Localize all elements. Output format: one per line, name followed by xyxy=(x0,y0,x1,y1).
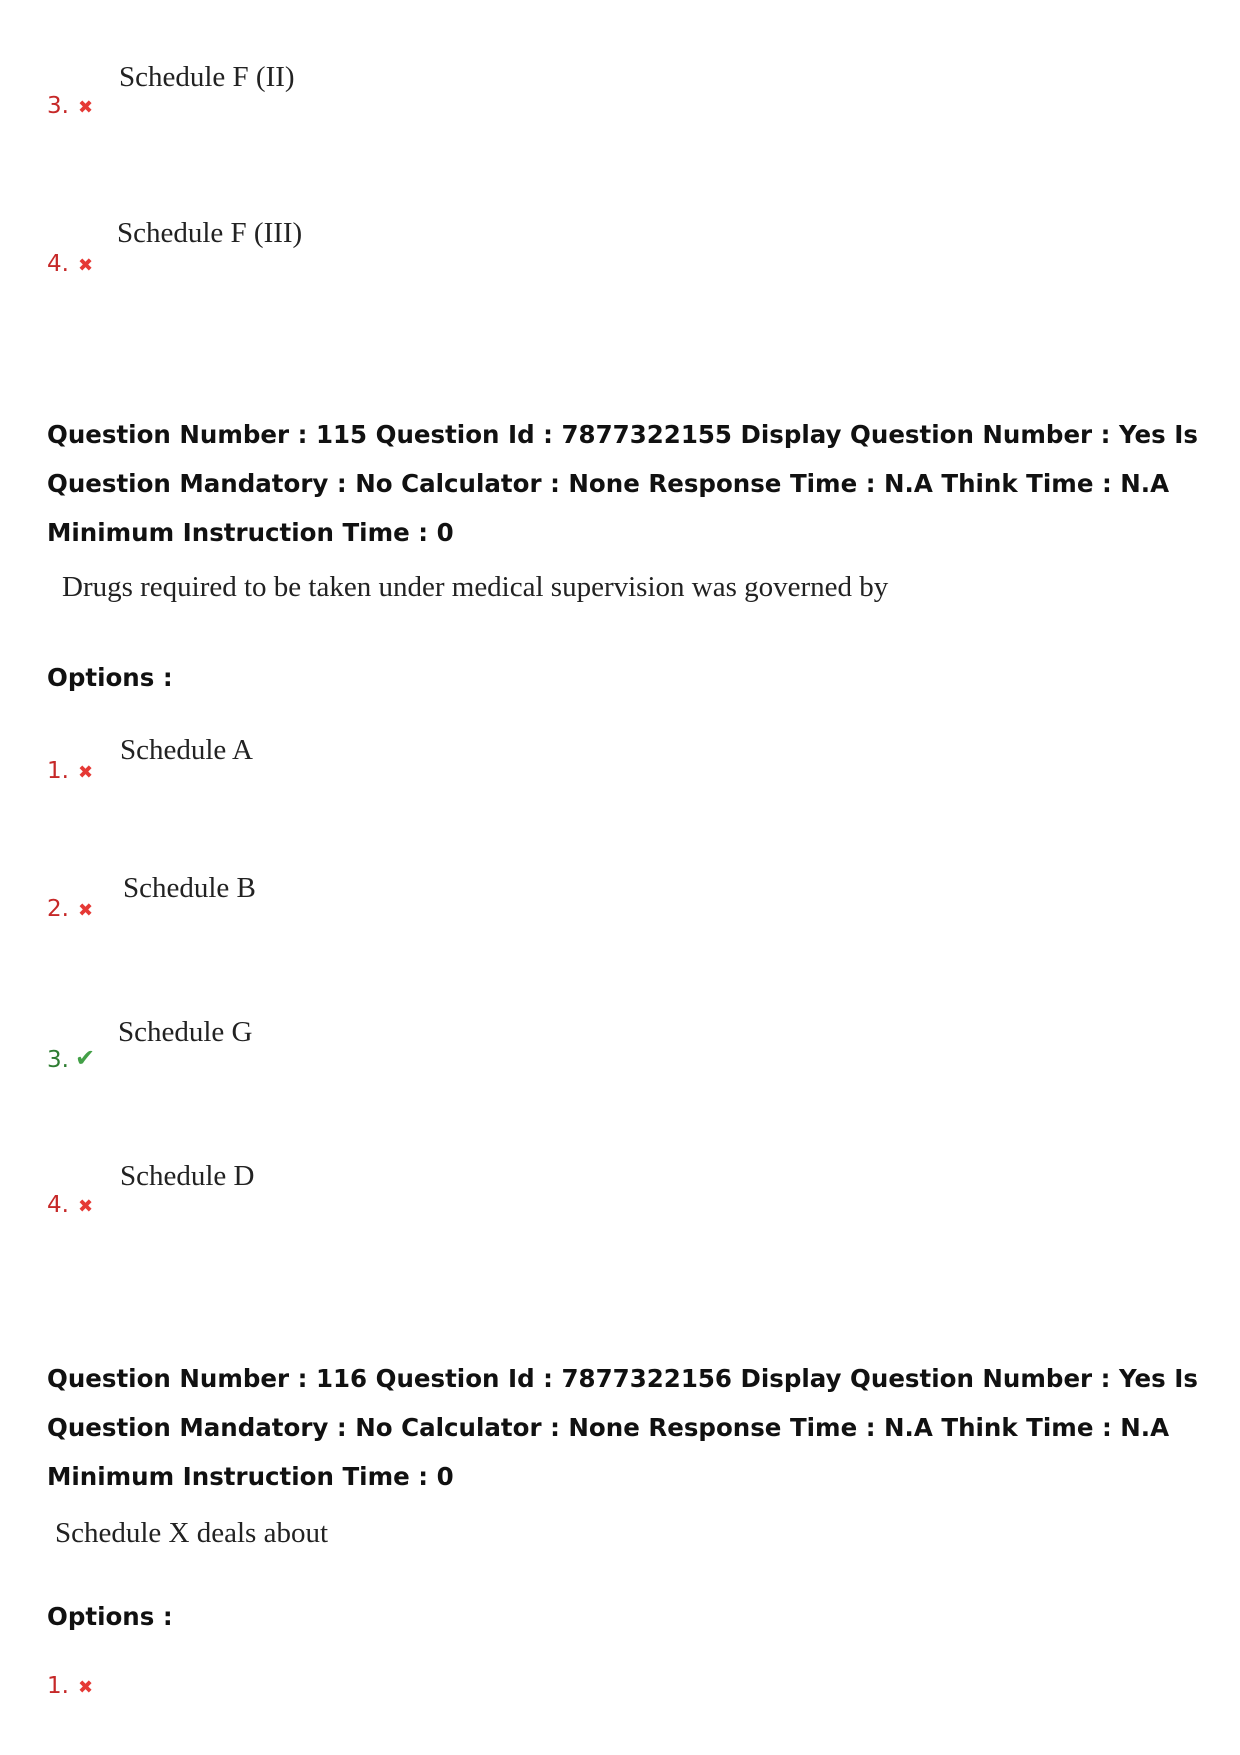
option-number: 1. xyxy=(47,758,69,784)
option-number: 2. xyxy=(47,896,69,922)
option-text: Schedule G xyxy=(118,1016,253,1048)
option-row xyxy=(47,214,647,294)
option-row xyxy=(47,1157,647,1237)
option-text: Schedule B xyxy=(123,872,256,904)
cross-icon: ✖ xyxy=(78,762,94,783)
cross-icon: ✖ xyxy=(78,255,94,276)
cross-icon: ✖ xyxy=(78,97,94,118)
question-text: Drugs required to be taken under medical supervision was governed by xyxy=(62,571,889,603)
option-text: Schedule A xyxy=(120,734,253,766)
option-row xyxy=(47,56,647,136)
cross-icon: ✖ xyxy=(78,1677,94,1698)
option-number: 3. xyxy=(47,1047,69,1073)
option-text: Schedule F (III) xyxy=(117,217,303,249)
option-row xyxy=(47,731,647,811)
question-meta: Question Number : 115 Question Id : 7877322155 Display Question Number : Yes Is Question Mandatory : No Calculator : None Response Time : N.A Think Time : N.A Minimum Instruction Time : 0 xyxy=(47,420,1198,547)
check-icon: ✔ xyxy=(75,1044,96,1072)
options-label: Options : xyxy=(47,663,173,692)
option-row xyxy=(47,869,647,949)
cross-icon: ✖ xyxy=(78,1196,94,1217)
option-number: 4. xyxy=(47,251,69,277)
question-text: Schedule X deals about xyxy=(55,1517,329,1549)
option-text: Schedule D xyxy=(120,1160,255,1192)
question-meta: Question Number : 116 Question Id : 7877322156 Display Question Number : Yes Is Question Mandatory : No Calculator : None Response Time : N.A Think Time : N.A Minimum Instruction Time : 0 xyxy=(47,1364,1198,1491)
option-number: 1. xyxy=(47,1673,69,1699)
options-label: Options : xyxy=(47,1602,173,1631)
option-row xyxy=(47,1660,647,1740)
option-number: 4. xyxy=(47,1192,69,1218)
cross-icon: ✖ xyxy=(78,900,94,921)
option-row xyxy=(47,1013,647,1093)
option-text: Schedule F (II) xyxy=(119,61,295,93)
option-number: 3. xyxy=(47,93,69,119)
